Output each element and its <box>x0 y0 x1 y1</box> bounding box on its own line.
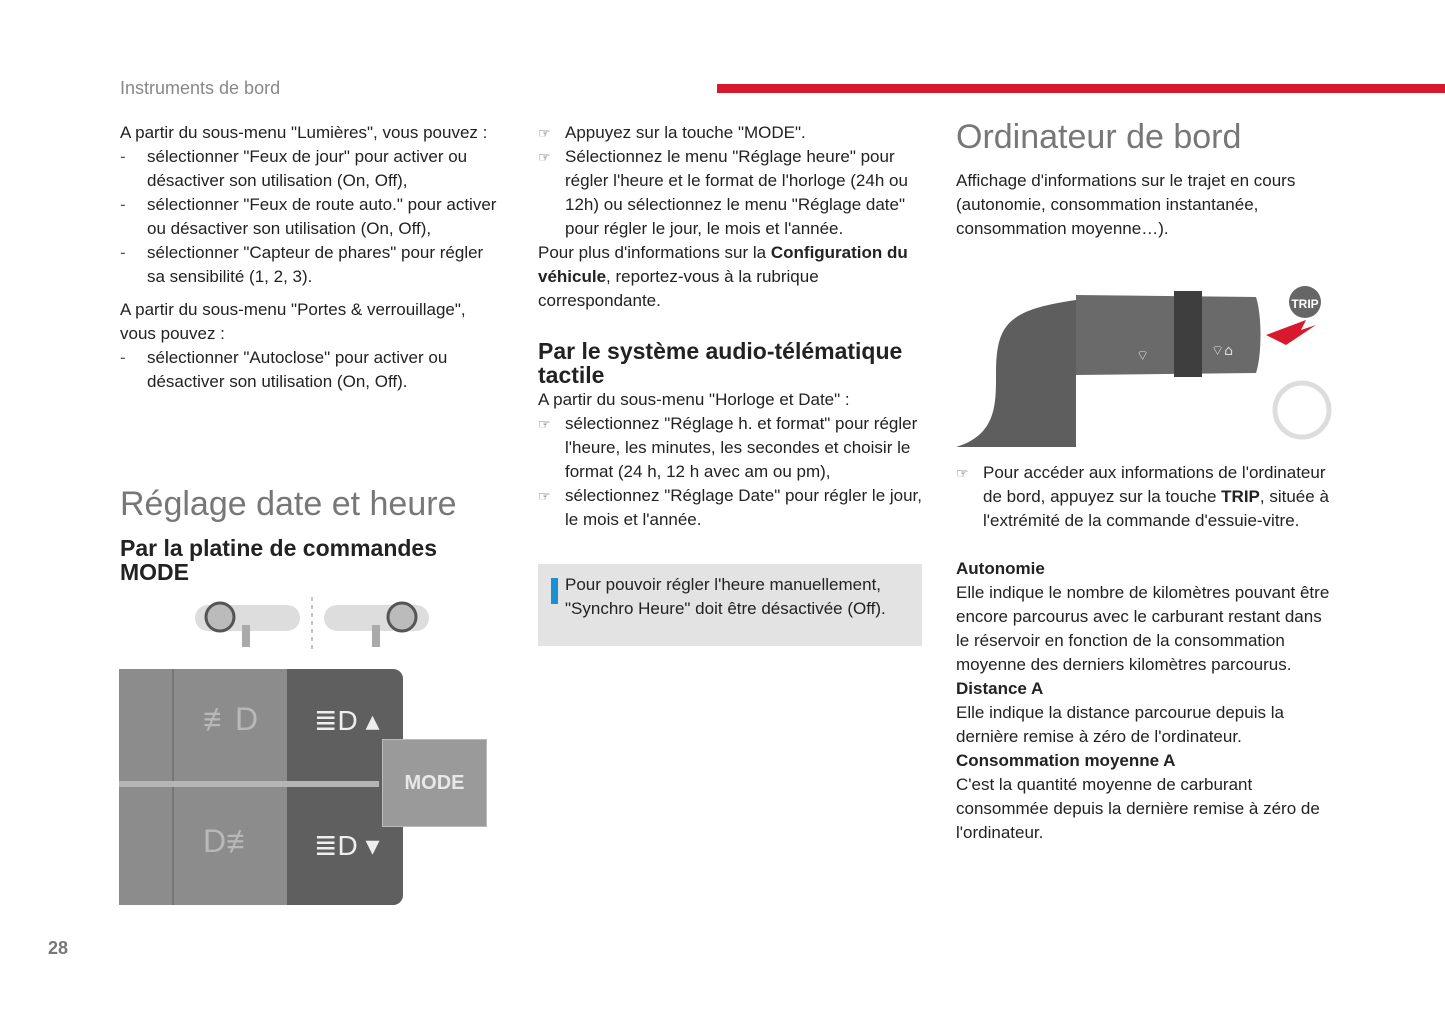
rear-fog-light-icon[interactable]: D≢ <box>203 823 259 859</box>
list-item: - sélectionner "Autoclose" pour activer ou désactiver son utilisation (On, Off). <box>120 348 448 391</box>
wiper-stalk-diagram <box>956 285 1336 450</box>
step-item: ☞ sélectionnez "Réglage Date" pour régler le jour, le mois et l'année. <box>538 486 922 529</box>
step-item: ☞ Pour accéder aux informations de l'ordinateur de bord, appuyez sur la touche TRIP, située à l'extrémité de la commande d'essuie-vitre. <box>956 463 1329 530</box>
column-1 <box>120 121 500 394</box>
headlight-up-icon[interactable]: ≣D ▴ <box>314 705 380 736</box>
trip-button-label: TRIP <box>1291 297 1319 311</box>
column-3-body <box>956 461 1331 845</box>
paragraph: Pour plus d'informations sur la Configuration du véhicule, reportez-vous à la rubrique correspondante. <box>538 243 908 310</box>
list-item: - sélectionner "Feux de jour" pour activer ou désactiver son utilisation (On, Off), <box>120 147 468 190</box>
list-item: - sélectionner "Feux de route auto." pour activer ou désactiver son utilisation (On, Off), <box>120 195 497 238</box>
info-box <box>538 564 922 646</box>
column-2-steps <box>538 388 923 532</box>
page-number: 28 <box>48 938 69 958</box>
header-accent-bar <box>717 84 1445 93</box>
info-section: Autonomie Elle indique le nombre de kilomètres pouvant être encore parcourus avec le carburant restant dans le réservoir en fonction de la consommation moyenne des derniers kilomètres parcourus. Distance A Elle indique la distance parcourue depuis la dernière remise à zéro de l'ordinateur. Consommation moyenne A C'est la quantité moyenne de carburant consommée depuis la dernière remise à zéro de l'ordinateur. <box>956 559 1330 842</box>
section-title: Réglage date et heure <box>120 485 457 523</box>
step-item: ☞ sélectionnez "Réglage h. et format" pour régler l'heure, les minutes, les secondes et choisir le format (24 h, 12 h avec am ou pm), <box>538 414 918 481</box>
hand-pointer-icon: ☞ <box>538 488 551 504</box>
hand-pointer-icon: ☞ <box>538 416 551 432</box>
subsection-title: Par le système audio-télématique tactile <box>538 338 903 388</box>
list-item: - sélectionner "Capteur de phares" pour régler sa sensibilité (1, 2, 3). <box>120 243 484 286</box>
step-item: ☞ Sélectionnez le menu "Réglage heure" pour régler l'heure et le format de l'horloge (24h ou 12h) ou sélectionnez le menu "Réglage date" pour régler le jour, le mois et l'année. <box>538 147 908 238</box>
paragraph: A partir du sous-menu "Portes & verrouillage", vous pouvez : <box>120 300 466 343</box>
front-fog-light-icon[interactable]: ≢D <box>203 701 259 737</box>
headlight-down-icon[interactable]: ≣D ▾ <box>314 830 380 861</box>
paragraph: Affichage d'informations sur le trajet en cours (autonomie, consommation instantanée, consommation moyenne…). <box>956 171 1296 238</box>
svg-text:⌔⌂: ⌔⌂ <box>1211 343 1234 359</box>
control-panel-image <box>119 669 403 905</box>
mode-button[interactable]: MODE <box>382 739 487 827</box>
hand-pointer-icon: ☞ <box>538 149 551 165</box>
paragraph: A partir du sous-menu "Horloge et Date" : <box>538 390 850 409</box>
info-icon <box>551 578 558 604</box>
section-title: Ordinateur de bord <box>956 118 1242 156</box>
step-item: ☞ Appuyez sur la touche "MODE". <box>538 121 923 145</box>
steering-wheel-diagram <box>190 595 440 655</box>
info-text: Pour pouvoir régler l'heure manuellement, "Synchro Heure" doit être désactivée (Off). <box>565 575 886 618</box>
hand-pointer-icon: ☞ <box>956 465 969 481</box>
paragraph: A partir du sous-menu "Lumières", vous pouvez : <box>120 123 488 142</box>
subsection-title: Par la platine de commandes MODE <box>120 535 438 585</box>
svg-text:⌔: ⌔ <box>1136 348 1150 364</box>
hand-pointer-icon: ☞ <box>538 125 551 141</box>
section-header: Instruments de bord <box>120 78 281 98</box>
column-2 <box>538 121 923 313</box>
